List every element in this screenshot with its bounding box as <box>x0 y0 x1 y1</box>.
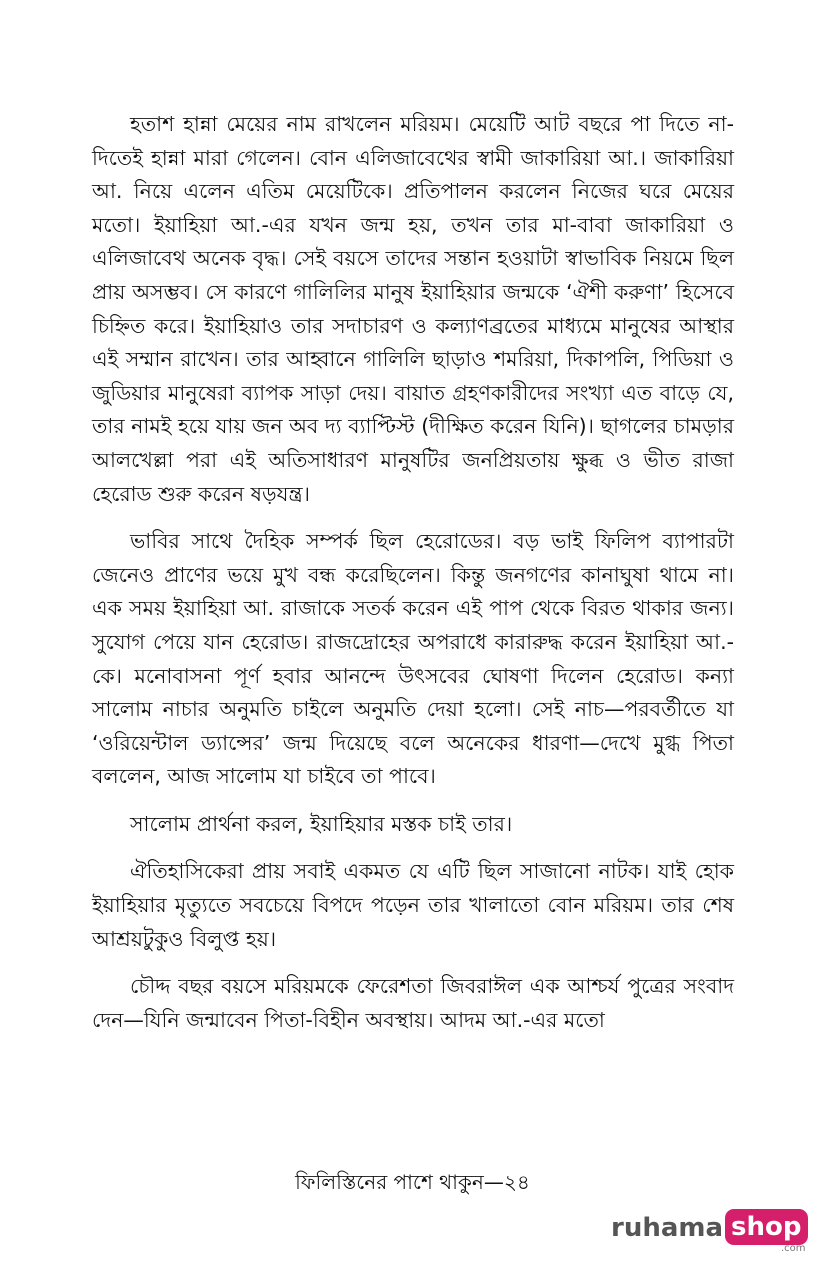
logo-left-text: ruhama <box>611 1213 724 1243</box>
logo-box <box>725 1209 807 1254</box>
logo-sub-text: .com <box>780 1243 806 1254</box>
page-footer: ফিলিস্তিনের পাশে থাকুন—২৪ <box>295 1170 530 1194</box>
paragraph-4: ঐতিহাসিকেরা প্রায় সবাই একমত যে এটি ছিল সাজানো নাটক। যাই হোক ইয়াহিয়ার মৃত্যুতে সবচেয়ে বিপদে পড়েন তার খালাতো বোন মরিয়ম। তার শেষ আশ্রয়টুকুও বিলুপ্ত হয়। <box>92 859 734 951</box>
paragraph-1: হতাশ হান্না মেয়ের নাম রাখলেন মরিয়ম। মেয়েটি আট বছরে পা দিতে না-দিতেই হান্না মারা গেলেন। বোন এলিজাবেথের স্বামী জাকারিয়া আ.। জাকারিয়া আ. নিয়ে এলেন এতিম মেয়েটিকে। প্রতিপালন করলেন নিজের ঘরে মেয়ের মতো। ইয়াহিয়া আ.-এর যখন জন্ম হয়, তখন তার মা-বাবা জাকারিয়া ও এলিজাবেথ অনেক বৃদ্ধ। সেই বয়সে তাদের সন্তান হওয়াটা স্বাভাবিক নিয়মে ছিল প্রায় অসম্ভব। সে কারণে গালিলির মানুষ ইয়াহিয়ার জন্মকে ‘ঐশী করুণা’ হিসেবে চিহ্নিত করে। ইয়াহিয়াও তার সদাচারণ ও কল্যাণব্রতের মাধ্যমে মানুষের আস্থার এই সম্মান রাখেন। তার আহ্বানে গালিলি ছাড়াও শমরিয়া, দিকাপলি, পিডিয়া ও জুডিয়ার মানুষেরা ব্যাপক সাড়া দেয়। বায়াত গ্রহণকারীদের সংখ্যা এত বাড়ে যে, তার নামই হয়ে যায় জন অব দ্য ব্যাপ্টিস্ট (দীক্ষিত করেন যিনি)। ছাগলের চামড়ার আলখেল্লা পরা এই অতিসাধারণ মানুষটির জনপ্রিয়তায় ক্ষুব্ধ ও ভীত রাজা হেরোড শুরু করেন ষড়যন্ত্র। <box>92 112 734 506</box>
logo-right-text: shop <box>725 1209 807 1245</box>
paragraph-2: ভাবির সাথে দৈহিক সম্পর্ক ছিল হেরোডের। বড় ভাই ফিলিপ ব্যাপারটা জেনেও প্রাণের ভয়ে মুখ বন্ধ করেছিলেন। কিন্তু জনগণের কানাঘুষা থামে না। এক সময় ইয়াহিয়া আ. রাজাকে সতর্ক করেন এই পাপ থেকে বিরত থাকার জন্য। সুযোগ পেয়ে যান হেরোড। রাজদ্রোহের অপরাধে কারারুদ্ধ করেন ইয়াহিয়া আ.-কে। মনোবাসনা পূর্ণ হবার আনন্দে উৎসবের ঘোষণা দিলেন হেরোড। কন্যা সালোম নাচার অনুমতি চাইলে অনুমতি দেয়া হলো। সেই নাচ—পরবর্তীতে যা ‘ওরিয়েন্টাল ড্যান্সের’ জন্ম দিয়েছে বলে অনেকের ধারণা—দেখে মুগ্ধ পিতা বললেন, আজ সালোম যা চাইবে তা পাবে। <box>92 529 734 789</box>
ruhamashop-logo <box>611 1209 808 1254</box>
paragraph-5: চৌদ্দ বছর বয়সে মরিয়মকে ফেরেশতা জিবরাঈল এক আশ্চর্য পুত্রের সংবাদ দেন—যিনি জন্মাবেন পিতা-বিহীন অবস্থায়। আদম আ.-এর মতো <box>92 974 734 1032</box>
page-body <box>92 108 734 1051</box>
paragraph-3: সালোম প্রার্থনা করল, ইয়াহিয়ার মস্তক চাই তার। <box>130 811 513 836</box>
